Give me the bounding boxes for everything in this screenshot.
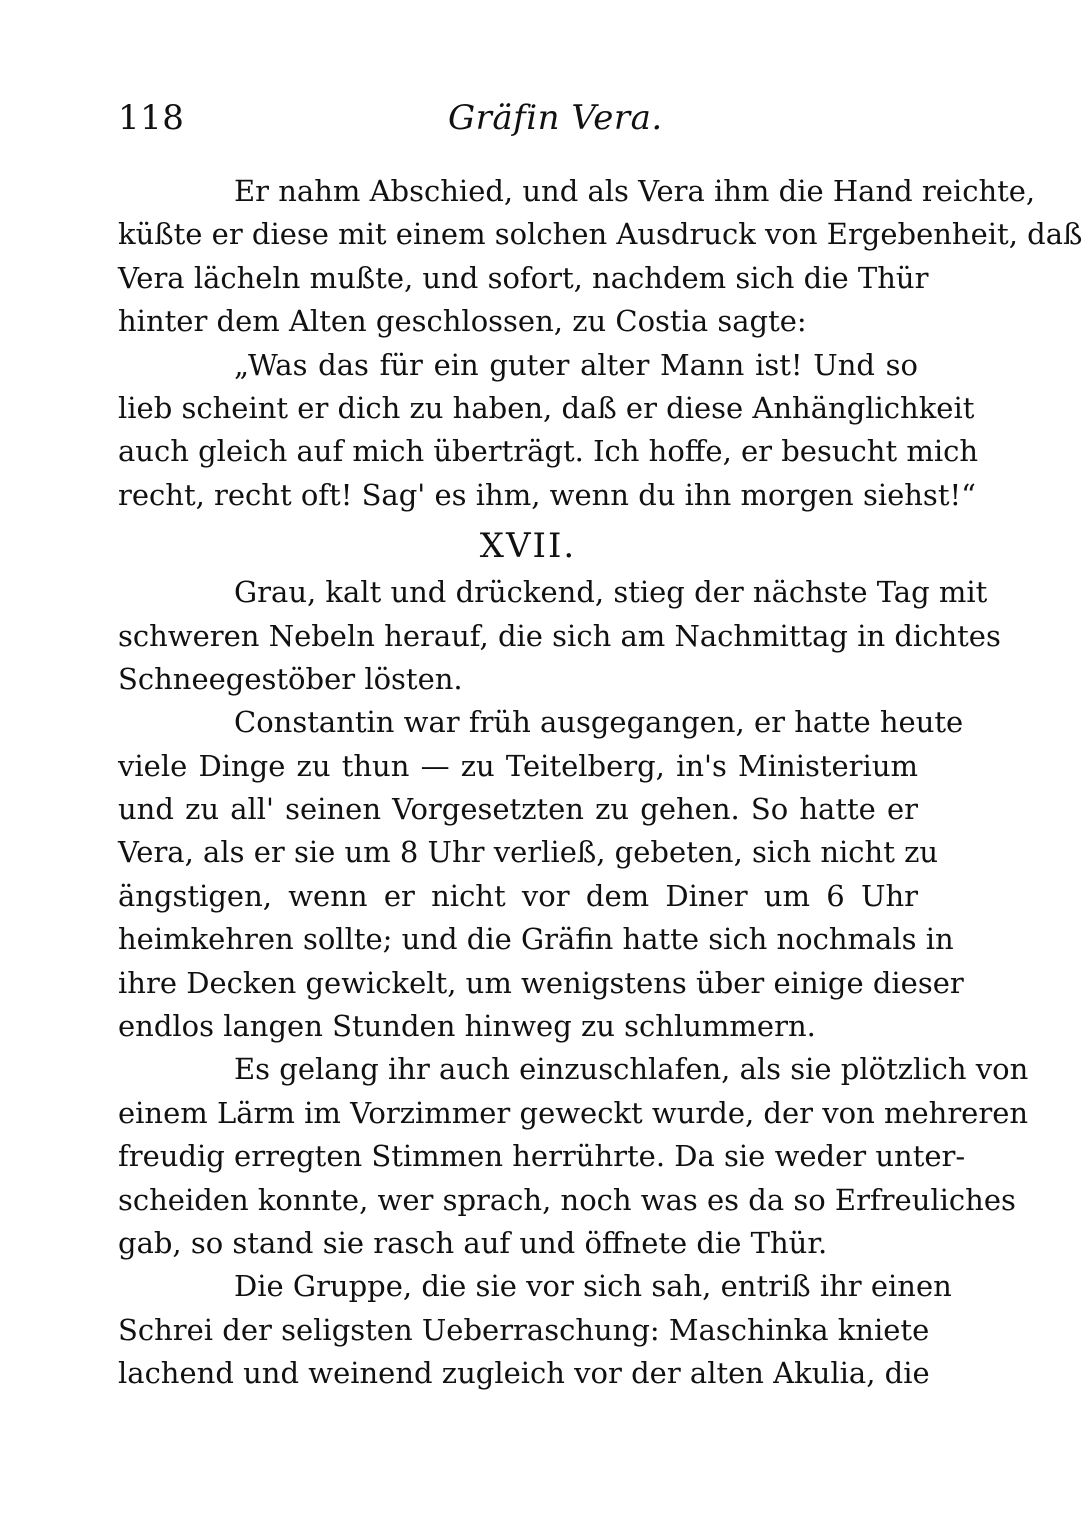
text-line: Vera, als er sie um 8 Uhr verließ, gebeten, sich nicht zu bbox=[118, 835, 939, 870]
text-line: gab, so stand sie rasch auf und öffnete die Thür. bbox=[118, 1225, 828, 1260]
text-line: heimkehren sollte; und die Gräfin hatte sich nochmals in bbox=[118, 922, 954, 957]
text-line: küßte er diese mit einem solchen Ausdruck von Ergebenheit, daß bbox=[118, 217, 1082, 252]
text-line: schweren Nebeln herauf, die sich am Nachmittag in dichtes bbox=[118, 618, 1001, 653]
text-line: ängstigen, wenn er nicht vor dem Diner um 6 Uhr bbox=[118, 878, 918, 913]
text-line: Grau, kalt und drückend, stieg der nächste Tag mit bbox=[234, 575, 988, 610]
chapter-heading: XVII. bbox=[479, 526, 577, 567]
text-line: Schneegestöber lösten. bbox=[118, 661, 463, 696]
text-line: hinter dem Alten geschlossen, zu Costia sagte: bbox=[118, 304, 807, 339]
text-line: scheiden konnte, wer sprach, noch was es da so Erfreuliches bbox=[118, 1182, 1016, 1217]
text-block-before-chapter bbox=[118, 170, 1082, 517]
text-line: endlos langen Stunden hinweg zu schlummern. bbox=[118, 1009, 816, 1044]
page-number: 118 bbox=[118, 98, 185, 138]
page-body bbox=[118, 170, 1082, 1396]
text-line: Vera lächeln mußte, und sofort, nachdem sich die Thür bbox=[118, 260, 929, 295]
text-line: lachend und weinend zugleich vor der alten Akulia, die bbox=[118, 1356, 930, 1391]
text-line: ihre Decken gewickelt, um wenigstens über einige dieser bbox=[118, 965, 964, 1000]
text-line: lieb scheint er dich zu haben, daß er diese Anhänglichkeit bbox=[118, 390, 975, 425]
text-line: Er nahm Abschied, und als Vera ihm die Hand reichte, bbox=[234, 174, 1036, 208]
text-line: recht, recht oft! Sag' es ihm, wenn du ihn morgen siehst!“ bbox=[118, 477, 976, 512]
running-title: Gräfin Vera. bbox=[448, 98, 663, 138]
text-line: Constantin war früh ausgegangen, er hatte heute bbox=[234, 705, 964, 740]
page-header bbox=[118, 98, 918, 148]
text-line: Schrei der seligsten Ueberraschung: Maschinka kniete bbox=[118, 1312, 930, 1347]
text-line: auch gleich auf mich überträgt. Ich hoffe, er besucht mich bbox=[118, 434, 979, 469]
text-line: einem Lärm im Vorzimmer geweckt wurde, der von mehreren bbox=[118, 1095, 1029, 1130]
text-block-after-chapter bbox=[118, 571, 1029, 1395]
text-line: und zu all' seinen Vorgesetzten zu gehen. So hatte er bbox=[118, 792, 918, 827]
text-line: Es gelang ihr auch einzuschlafen, als sie plötzlich von bbox=[234, 1052, 1029, 1087]
text-line: Die Gruppe, die sie vor sich sah, entriß ihr einen bbox=[234, 1269, 952, 1304]
text-line: „Was das für ein guter alter Mann ist! Und so bbox=[234, 347, 918, 382]
text-line: freudig erregten Stimmen herrührte. Da sie weder unter- bbox=[118, 1139, 966, 1174]
text-line: viele Dinge zu thun — zu Teitelberg, in's Ministerium bbox=[118, 748, 918, 783]
